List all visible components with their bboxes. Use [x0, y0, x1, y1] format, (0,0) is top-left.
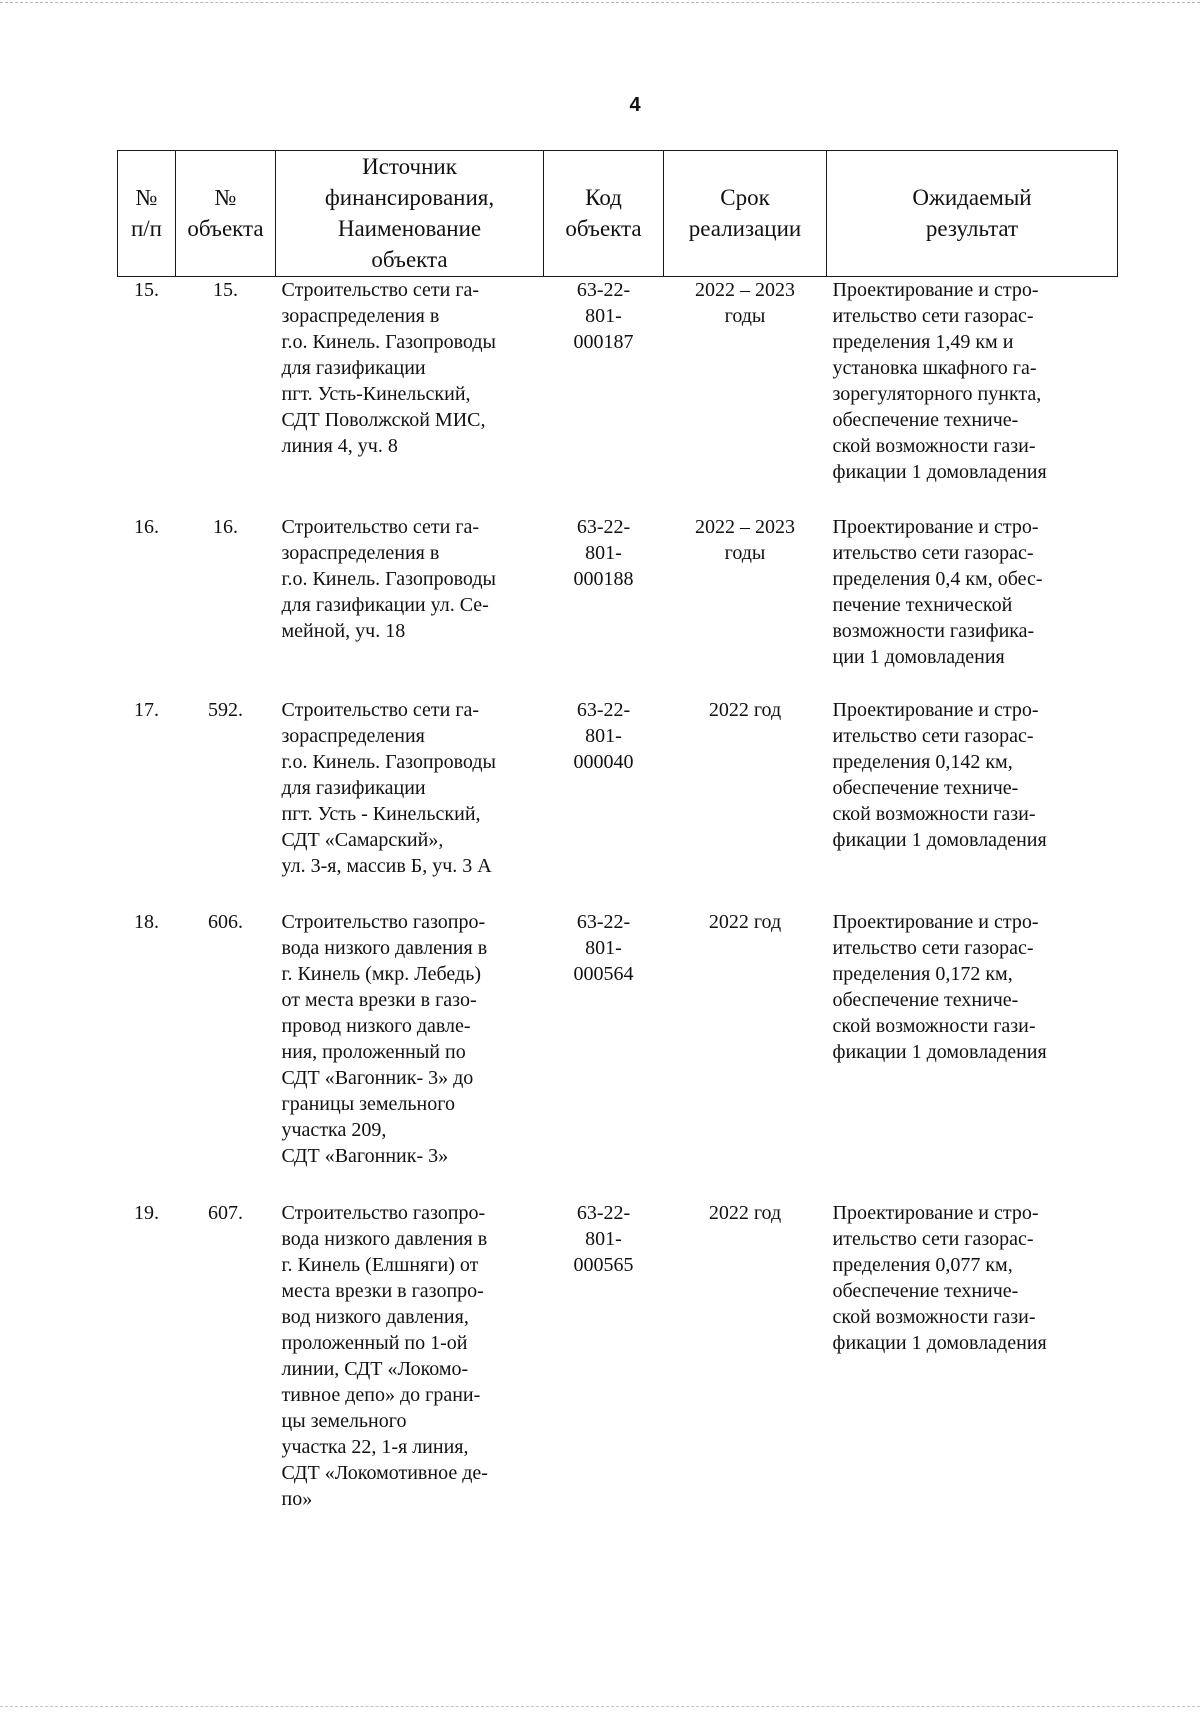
result-cell — [827, 909, 1118, 1200]
source-line: линия 4, уч. 8 — [281, 435, 398, 457]
result-cell — [827, 1200, 1118, 1530]
source-line: для газификации ул. Се- — [281, 594, 489, 616]
table-row — [118, 909, 1118, 1200]
source-line: СДТ Поволжской МИС, — [281, 409, 486, 431]
term-line: 2022 год — [708, 699, 782, 721]
result-line: ительство сети газорас- — [832, 542, 1034, 564]
table-row — [118, 277, 1118, 515]
row-number-cell: 17. — [134, 699, 159, 721]
source-line: СДТ «Вагонник- 3» до — [281, 1067, 474, 1089]
source-line: по» — [281, 1488, 313, 1510]
scan-edge-top — [0, 2, 1200, 3]
source-line: для газификации — [281, 777, 426, 799]
result-line: ской возможности гази- — [832, 1015, 1036, 1037]
term-line: годы — [724, 542, 766, 564]
header-text: Срок — [720, 185, 770, 210]
source-line: участка 22, 1-я линия, — [281, 1436, 469, 1458]
result-line: ской возможности гази- — [832, 803, 1036, 825]
result-line: Проектирование и стро- — [832, 911, 1039, 933]
row-number-cell: 19. — [134, 1202, 159, 1224]
result-line: фикации 1 домовладения — [832, 829, 1047, 851]
result-line: ительство сети газорас- — [832, 725, 1034, 747]
result-line: пределения 1,49 км и — [832, 331, 1014, 353]
row-number-cell: 15. — [134, 279, 159, 301]
row-number-cell: 16. — [134, 516, 159, 538]
header-text: Ожидаемый — [912, 185, 1032, 210]
term-cell — [664, 1200, 827, 1530]
header-text: Код — [585, 185, 622, 210]
code-line: 801- — [585, 305, 622, 327]
result-line: фикации 1 домовладения — [832, 461, 1047, 483]
table-row — [118, 1200, 1118, 1530]
header-source — [276, 151, 544, 277]
header-text: объекта — [187, 216, 264, 241]
result-line: возможности газифика- — [832, 620, 1035, 642]
result-line: обеспечение техниче- — [832, 409, 1019, 431]
source-cell — [276, 277, 544, 515]
header-object-number — [176, 151, 276, 277]
code-line: 801- — [585, 542, 622, 564]
result-line: установка шкафного га- — [832, 357, 1037, 379]
source-line: места врезки в газопро- — [281, 1280, 484, 1302]
code-line: 000565 — [573, 1254, 634, 1276]
code-line: 63-22- — [576, 1202, 631, 1224]
source-line: линии, СДТ «Локомо- — [281, 1358, 469, 1380]
term-line: 2022 год — [708, 1202, 782, 1224]
result-line: ской возможности гази- — [832, 1306, 1036, 1328]
header-text: объекта — [371, 247, 448, 272]
source-line: тивное депо» до грани- — [281, 1384, 481, 1406]
code-line: 801- — [585, 725, 622, 747]
result-line: ительство сети газорас- — [832, 937, 1034, 959]
source-cell — [276, 909, 544, 1200]
result-line: Проектирование и стро- — [832, 516, 1039, 538]
code-cell — [544, 909, 664, 1200]
source-cell — [276, 697, 544, 909]
code-line: 801- — [585, 937, 622, 959]
code-line: 63-22- — [576, 911, 631, 933]
result-line: печение технической — [832, 594, 1013, 616]
code-cell — [544, 277, 664, 515]
object-number-cell: 15. — [213, 279, 238, 301]
result-line: Проектирование и стро- — [832, 1202, 1039, 1224]
header-text: № — [214, 185, 237, 210]
header-text: финансирования, — [324, 185, 495, 210]
header-text: результат — [925, 216, 1019, 241]
result-line: ской возможности гази- — [832, 435, 1036, 457]
result-line: ительство сети газорас- — [832, 1228, 1034, 1250]
result-cell — [827, 277, 1118, 515]
header-term — [664, 151, 827, 277]
code-line: 000040 — [573, 751, 634, 773]
header-text: Источник — [362, 154, 457, 179]
code-cell — [544, 514, 664, 697]
result-line: фикации 1 домовладения — [832, 1332, 1047, 1354]
code-line: 000564 — [573, 963, 634, 985]
page-number: 4 — [629, 94, 641, 116]
source-line: зораспределения в — [281, 542, 440, 564]
source-line: ния, проложенный по — [281, 1041, 466, 1063]
source-line: зораспределения в — [281, 305, 440, 327]
result-line: пределения 0,172 км, — [832, 963, 1013, 985]
source-line: от места врезки в газо- — [281, 989, 477, 1011]
result-line: Проектирование и стро- — [832, 699, 1039, 721]
source-line: ул. 3-я, массив Б, уч. 3 А — [281, 855, 492, 877]
header-text: реализации — [688, 216, 802, 241]
result-line: зорегуляторного пункта, — [832, 383, 1042, 405]
header-result — [827, 151, 1118, 277]
code-line: 63-22- — [576, 699, 631, 721]
code-line: 63-22- — [576, 279, 631, 301]
result-line: ции 1 домовладения — [832, 646, 1005, 668]
header-text: объекта — [565, 216, 642, 241]
data-table — [117, 150, 1118, 1530]
header-text: № — [135, 185, 158, 210]
result-line: ительство сети газорас- — [832, 305, 1034, 327]
code-cell — [544, 1200, 664, 1530]
term-line: 2022 – 2023 — [695, 279, 795, 301]
code-line: 801- — [585, 1228, 622, 1250]
header-text: Наименование — [337, 216, 482, 241]
source-line: вода низкого давления в — [281, 1228, 488, 1250]
source-line: вод низкого давления, — [281, 1306, 469, 1328]
header-text: п/п — [130, 216, 162, 241]
source-line: г. Кинель (Елшняги) от — [281, 1254, 479, 1276]
source-line: Строительство сети га- — [281, 699, 480, 721]
source-line: СДТ «Самарский», — [281, 829, 444, 851]
result-cell — [827, 697, 1118, 909]
table-header — [118, 151, 1118, 277]
object-number-cell: 606. — [208, 911, 243, 933]
code-line: 63-22- — [576, 516, 631, 538]
source-line: г. Кинель (мкр. Лебедь) — [281, 963, 481, 985]
term-line: 2022 – 2023 — [695, 516, 795, 538]
term-line: годы — [724, 305, 766, 327]
scan-edge-bottom — [0, 1706, 1200, 1707]
term-cell — [664, 514, 827, 697]
term-line: 2022 год — [708, 911, 782, 933]
source-line: проложенный по 1-ой — [281, 1332, 468, 1354]
source-line: г.о. Кинель. Газопроводы — [281, 751, 496, 773]
term-cell — [664, 697, 827, 909]
result-line: обеспечение техниче- — [832, 777, 1019, 799]
source-line: границы земельного — [281, 1093, 455, 1115]
source-line: г.о. Кинель. Газопроводы — [281, 568, 496, 590]
result-line: обеспечение техниче- — [832, 1280, 1019, 1302]
term-cell — [664, 909, 827, 1200]
source-line: Строительство газопро- — [281, 911, 486, 933]
source-line: провод низкого давле- — [281, 1015, 471, 1037]
source-cell — [276, 1200, 544, 1530]
source-line: пгт. Усть-Кинельский, — [281, 383, 471, 405]
source-line: Строительство сети га- — [281, 516, 480, 538]
result-line: фикации 1 домовладения — [832, 1041, 1047, 1063]
source-line: г.о. Кинель. Газопроводы — [281, 331, 496, 353]
table-row — [118, 514, 1118, 697]
result-line: пределения 0,4 км, обес- — [832, 568, 1043, 590]
table-row — [118, 697, 1118, 909]
row-number-cell: 18. — [134, 911, 159, 933]
result-cell — [827, 514, 1118, 697]
header-code — [544, 151, 664, 277]
source-line: Строительство сети га- — [281, 279, 480, 301]
header-row — [118, 151, 1118, 277]
source-line: СДТ «Локомотивное де- — [281, 1462, 488, 1484]
result-line: Проектирование и стро- — [832, 279, 1039, 301]
object-number-cell: 16. — [213, 516, 238, 538]
object-number-cell: 592. — [208, 699, 243, 721]
source-line: пгт. Усть - Кинельский, — [281, 803, 481, 825]
source-line: участка 209, — [281, 1119, 387, 1141]
code-line: 000187 — [573, 331, 634, 353]
object-number-cell: 607. — [208, 1202, 243, 1224]
source-line: мейной, уч. 18 — [281, 620, 406, 642]
header-row-number — [118, 151, 176, 277]
result-line: пределения 0,077 км, — [832, 1254, 1013, 1276]
result-line: обеспечение техниче- — [832, 989, 1019, 1011]
table-body — [118, 277, 1118, 1531]
code-line: 000188 — [573, 568, 634, 590]
source-line: зораспределения — [281, 725, 425, 747]
source-cell — [276, 514, 544, 697]
source-line: цы земельного — [281, 1410, 407, 1432]
source-line: для газификации — [281, 357, 426, 379]
term-cell — [664, 277, 827, 515]
source-line: вода низкого давления в — [281, 937, 488, 959]
source-line: Строительство газопро- — [281, 1202, 486, 1224]
result-line: пределения 0,142 км, — [832, 751, 1013, 773]
source-line: СДТ «Вагонник- 3» — [281, 1145, 449, 1167]
code-cell — [544, 697, 664, 909]
